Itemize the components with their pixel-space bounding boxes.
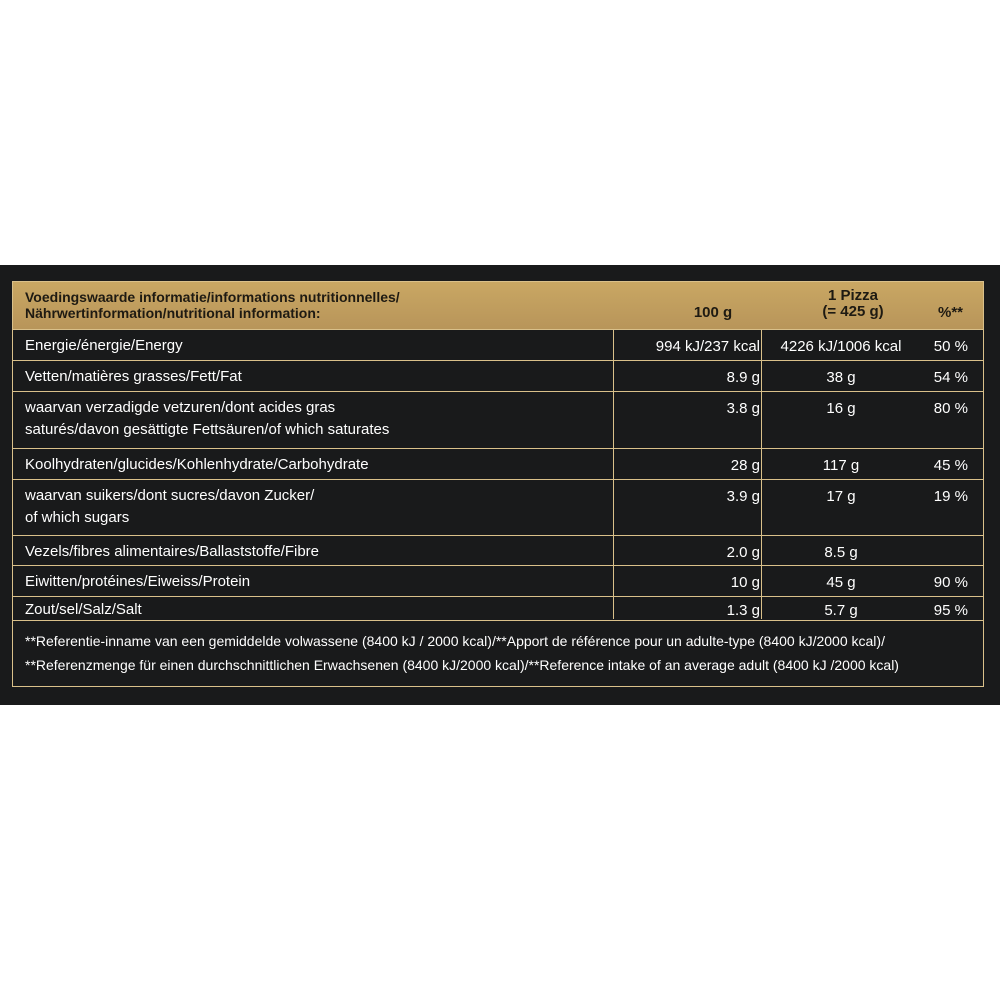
row-value-pct: 45 % (933, 457, 968, 474)
row-label (25, 454, 369, 476)
row-value-pizza: 16 g (826, 400, 856, 417)
header-col-pizza-line1: 1 Pizza (827, 287, 879, 304)
header-title-line1: Voedingswaarde informatie/informations nutritionnelles/ (25, 289, 400, 305)
row-label (25, 397, 389, 441)
row-label-line1: Vezels/fibres alimentaires/Ballaststoffe/Fibre (25, 543, 320, 560)
header-col-pct: %** (938, 304, 964, 321)
footnote-line1: **Referentie-inname van een gemiddelde volwassene (8400 kJ / 2000 kcal)/**Apport de référence pour un adulte-type (8400 kJ/2000 kcal)/ (25, 633, 885, 649)
table-row (13, 329, 983, 361)
table-row (13, 391, 983, 449)
row-value-pct: 80 % (933, 400, 968, 417)
header-title-line2: Nährwertinformation/nutritional information: (25, 305, 321, 321)
row-value-100g: 3.8 g (726, 400, 760, 417)
row-value-100g: 994 kJ/237 kcal (655, 338, 760, 355)
row-label-line1: Vetten/matières grasses/Fett/Fat (25, 368, 242, 385)
row-label-line1: waarvan suikers/dont sucres/davon Zucker/ (25, 487, 315, 504)
row-label-line1: waarvan verzadigde vetzuren/dont acides gras (25, 399, 336, 416)
column-divider (761, 329, 762, 619)
footnote-line2: **Referenzmenge für einen durchschnittlichen Erwachsenen (8400 kJ/2000 kcal)/**Reference intake of an average adult (8400 kJ /2000 kcal) (25, 657, 899, 673)
row-label (25, 541, 319, 563)
row-value-pizza: 5.7 g (824, 602, 858, 619)
row-value-pizza: 38 g (826, 369, 856, 386)
row-label-line2: saturés/davon gesättigte Fettsäuren/of which saturates (25, 421, 390, 438)
row-label-line1: Koolhydraten/glucides/Kohlenhydrate/Carbohydrate (25, 456, 369, 473)
row-value-pct: 50 % (933, 338, 968, 355)
row-label-line1: Energie/énergie/Energy (25, 337, 183, 354)
row-value-100g: 2.0 g (726, 544, 760, 561)
row-value-pizza: 8.5 g (824, 544, 858, 561)
row-value-100g: 28 g (730, 457, 760, 474)
table-row (13, 596, 983, 621)
row-value-pct: 54 % (933, 369, 968, 386)
row-label (25, 366, 242, 388)
row-label-line1: Zout/sel/Salz/Salt (25, 601, 142, 618)
row-value-pct: 90 % (933, 574, 968, 591)
row-label (25, 571, 250, 593)
table-row (13, 565, 983, 597)
header-col-pizza-line2: (= 425 g) (822, 303, 884, 320)
table-row (13, 360, 983, 392)
row-value-pizza: 117 g (822, 457, 860, 474)
column-divider (613, 329, 614, 619)
row-label-line1: Eiwitten/protéines/Eiweiss/Protein (25, 573, 251, 590)
table-footer-divider (13, 620, 983, 621)
row-value-pizza: 45 g (826, 574, 856, 591)
header-col-100g: 100 g (693, 304, 733, 321)
row-value-100g: 3.9 g (726, 488, 760, 505)
table-header (13, 282, 983, 329)
header-col-pizza (763, 288, 943, 320)
row-value-100g: 8.9 g (726, 369, 760, 386)
header-title (25, 289, 400, 321)
footnote (25, 629, 975, 677)
row-value-pct: 95 % (933, 602, 968, 619)
table-row (13, 535, 983, 566)
table-row (13, 448, 983, 480)
row-value-pct: 19 % (933, 488, 968, 505)
row-label (25, 335, 183, 357)
row-value-pizza: 4226 kJ/1006 kcal (780, 338, 902, 355)
row-value-pizza: 17 g (826, 488, 856, 505)
row-label (25, 485, 314, 529)
row-label (25, 599, 142, 621)
row-value-100g: 1.3 g (726, 602, 760, 619)
nutrition-table (12, 281, 984, 687)
row-label-line2: of which sugars (25, 509, 130, 526)
row-value-100g: 10 g (730, 574, 760, 591)
table-row (13, 479, 983, 536)
